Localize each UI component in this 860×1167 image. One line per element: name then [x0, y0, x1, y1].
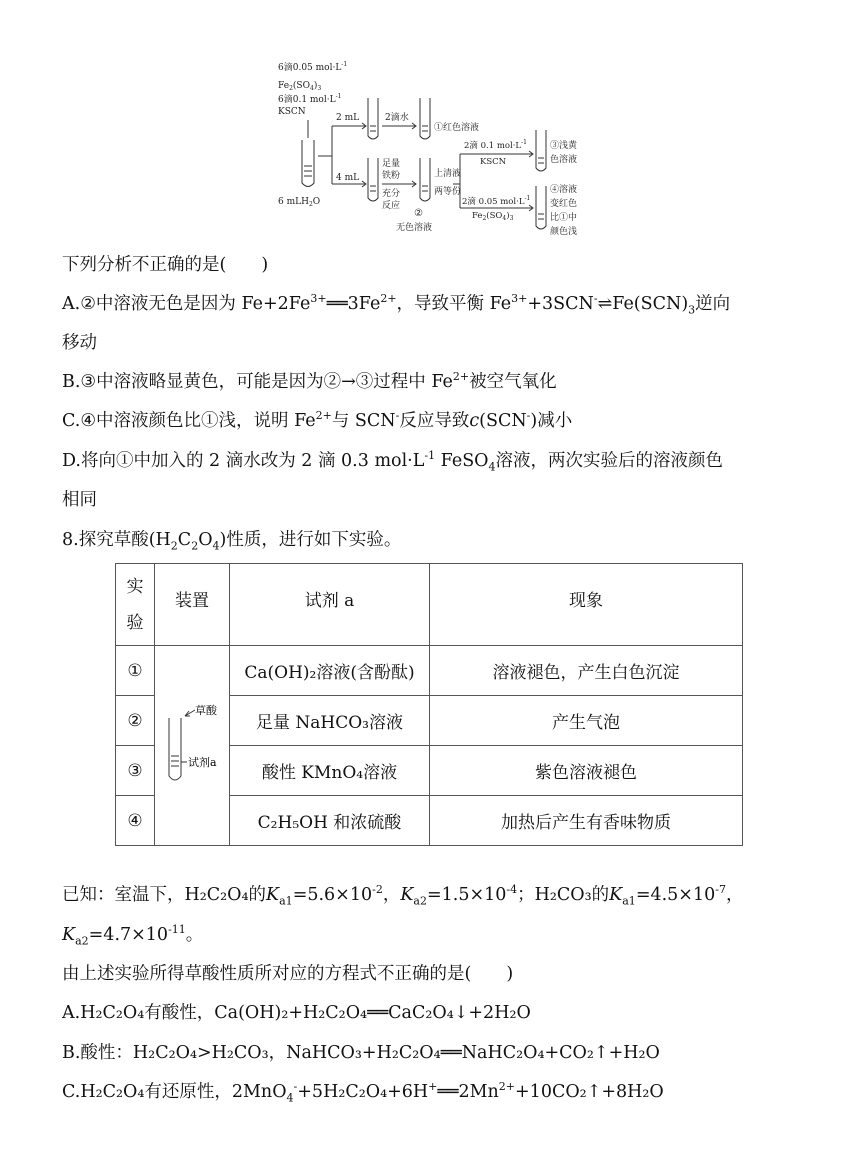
svg-text:2滴 0.1 mol·L-1: 2滴 0.1 $mol\cdot L^{-1}$	[464, 139, 527, 151]
svg-text:颜色浅: 颜色浅	[550, 227, 578, 237]
table-row	[116, 646, 743, 696]
table-header-row	[116, 564, 743, 646]
svg-text:④溶液: ④溶液	[550, 185, 578, 195]
q8-option-b: B.酸性：H₂C₂O₄>H₂CO₃，NaHCO₃+H₂C₂O₄══NaHC₂O₄+CO₂↑+H₂O	[62, 1043, 660, 1063]
svg-text:上清液: 上清液	[434, 169, 462, 179]
q8-known-line2: $K_{a2}=4.7\times 10^{-11}$。	[62, 923, 204, 948]
row-phenomenon: 紫色溶液褪色	[430, 746, 743, 796]
header-phenomenon: 现象	[430, 564, 743, 646]
row-reagent: 足量 NaHCO₃溶液	[230, 696, 430, 746]
header-experiment: 实 验	[116, 564, 155, 646]
q7-option-b: B.③中溶液略显黄色，可能是因为②→③过程中 $Fe^{2+}$被空气氧化	[62, 370, 557, 392]
experiment-table	[115, 563, 743, 846]
row-phenomenon: 加热后产生有香味物质	[430, 796, 743, 846]
header-reagent: 试剂 a	[230, 564, 430, 646]
test-tube-initial	[302, 120, 314, 187]
row-id: ③	[116, 746, 155, 796]
device-label-oxalic: 草酸	[195, 704, 217, 717]
svg-text:两等份: 两等份	[434, 187, 462, 197]
svg-text:比①中: 比①中	[550, 213, 578, 223]
svg-text:充分: 充分	[382, 189, 401, 199]
svg-text:2滴 0.05 mol·L-1: 2滴 0.05 $mol\cdot L^{-1}$	[462, 195, 531, 207]
test-tube-device-icon	[157, 698, 227, 788]
q7-option-a-cont: 移动	[62, 333, 97, 353]
q7-option-d-cont: 相同	[62, 490, 97, 510]
svg-text:色溶液: 色溶液	[550, 155, 578, 165]
branch-bottom-volume: 4 mL	[336, 173, 360, 183]
equals-sign: ══	[437, 1082, 459, 1102]
q8-option-a: A.H₂C₂O₄有酸性，Ca(OH)₂+H₂C₂O₄══CaC₂O₄↓+2H₂O	[62, 1003, 531, 1023]
row-id: ①	[116, 646, 155, 696]
q7-stem: 下列分析不正确的是( )	[62, 255, 269, 275]
test-tube-1	[420, 98, 430, 139]
add-kscn-label	[464, 139, 527, 167]
diagram-reagent-4: KSCN	[278, 107, 306, 117]
arrow-to-tube-2	[382, 181, 416, 187]
q7-option-c: C.④中溶液颜色比①浅，说明 $Fe^{2+}$与 SCN-反应导致c(SCN-)减小	[62, 409, 573, 431]
header-device: 装置	[155, 564, 230, 646]
row-phenomenon: 产生气泡	[430, 696, 743, 746]
test-tube-4	[536, 186, 546, 229]
test-tube-2	[420, 158, 430, 201]
svg-text:铁粉: 铁粉	[382, 171, 401, 181]
equals-sign: ══	[326, 294, 348, 314]
svg-text:足量: 足量	[382, 159, 401, 169]
row-phenomenon: 溶液褪色，产生白色沉淀	[430, 646, 743, 696]
diagram-reagent-1: 6滴0.05 $mol\cdot L^{-1}$	[278, 61, 348, 73]
equilibrium-arrow: ⇌	[597, 294, 613, 314]
svg-text:KSCN: KSCN	[480, 157, 507, 167]
row-id: ④	[116, 796, 155, 846]
row-reagent: 酸性 KMnO₄溶液	[230, 746, 430, 796]
tube-2-number: ②	[414, 208, 423, 219]
test-tube-3	[536, 130, 546, 171]
add-water-label: 2滴水	[385, 113, 409, 123]
test-tube-4ml	[368, 158, 378, 201]
row-reagent: C₂H₅OH 和浓硫酸	[230, 796, 430, 846]
row-id: ②	[116, 696, 155, 746]
svg-text:③浅黄: ③浅黄	[550, 141, 578, 151]
device-label-reagent: 试剂a	[188, 756, 217, 769]
branch-top-volume: 2 mL	[336, 113, 360, 123]
result-3-label	[550, 139, 578, 165]
equals-sign: ══	[440, 1043, 462, 1063]
q8-known-line1: 已知：室温下，H₂C₂O₄的$K_{a1}=5.6\times 10^{-2}$，$K_{a2}=1.5\times 10^{-4}$；H₂CO₃的$K_{a1}=4.5\times 10^{-7}$，	[62, 883, 744, 908]
svg-text:反应: 反应	[382, 201, 401, 211]
device-cell	[155, 646, 230, 846]
supernatant-note	[434, 167, 461, 197]
q8-option-c: C.H₂C₂O₄有还原性，$2MnO_4^-+5H_2C_2O_4+6H^+══2Mn^{2+}+10CO_2↑+8H_2O$	[62, 1080, 664, 1105]
svg-text:变红色: 变红色	[550, 199, 578, 209]
q7-option-a: A.②中溶液无色是因为 $Fe+2Fe^{3+}══3Fe^{2+}$，导致平衡 $Fe^{3+}+3SCN^-\rightleftharpoons Fe(SCN)_3$逆向	[62, 292, 731, 317]
q8-stem: 8.探究草酸$(H_2C_2O_4)$性质，进行如下实验。	[62, 530, 402, 553]
equals-sign: ══	[367, 1003, 389, 1023]
q7-option-d: D.将向①中加入的 2 滴水改为 2 滴 0.3 $mol\cdot L^{-1}$ FeSO$_4$溶液，两次实验后的溶液颜色	[62, 449, 724, 474]
diagram-reagent-2: $Fe_2(SO_4)_3$	[278, 81, 322, 92]
svg-text:Fe2(SO4)3: $Fe_2(SO_4)_3$	[472, 211, 514, 222]
result-1-label: ①红色溶液	[434, 123, 480, 133]
diagram-water: 6 mLH$_2$O	[278, 197, 321, 208]
result-4-label	[550, 183, 577, 237]
q8-stem2: 由上述实验所得草酸性质所对应的方程式不正确的是( )	[62, 964, 514, 984]
diagram-reagent-3: 6滴0.1 $mol\cdot L^{-1}$	[278, 93, 342, 105]
tube-2-desc: 无色溶液	[396, 223, 433, 233]
row-reagent: Ca(OH)₂溶液(含酚酞)	[230, 646, 430, 696]
experiment-diagram	[270, 58, 610, 243]
